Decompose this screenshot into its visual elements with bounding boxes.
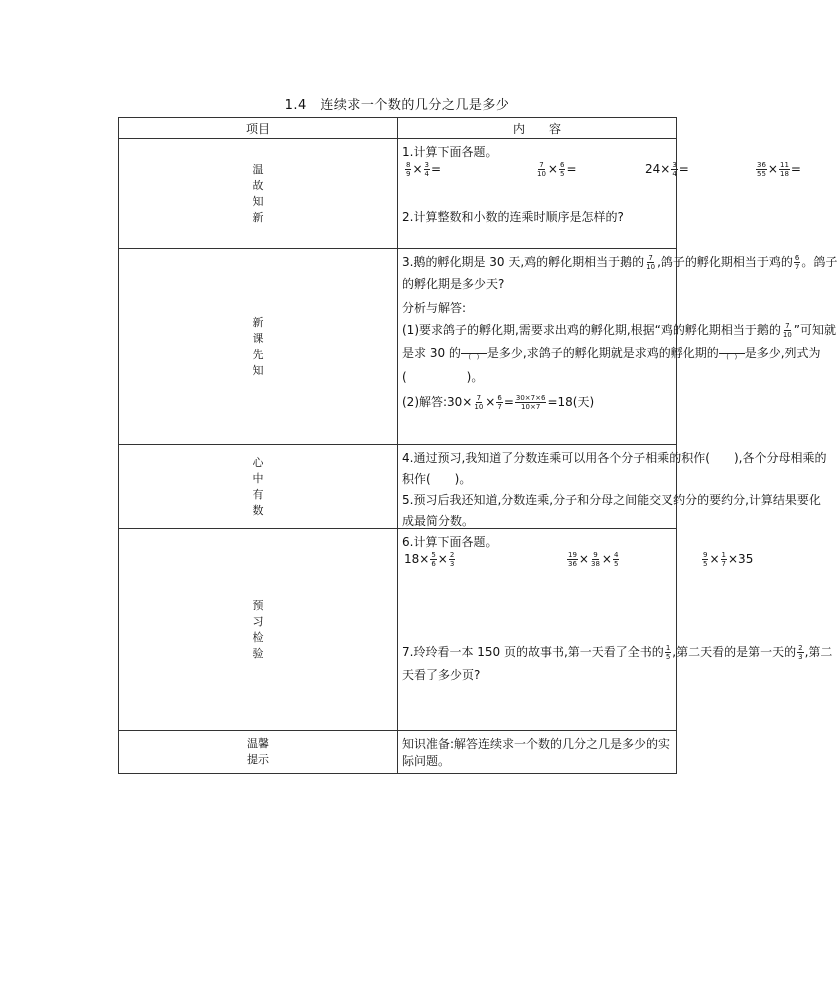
section-label-new: 新课先知 (119, 249, 398, 445)
fraction-blank-2[interactable]: ( ) (719, 347, 745, 361)
q2-text: 2.计算整数和小数的连乘时顺序是怎样的? (402, 210, 624, 224)
header-item: 项目 (119, 118, 398, 139)
q1-expr-3[interactable]: 24× $\frac{3}{4}$ = (645, 161, 689, 178)
section-new (398, 249, 837, 445)
q6-expr-1[interactable]: 18× $\frac{5}{6}$ × $\frac{2}{3}$ (404, 551, 455, 568)
q4-line2[interactable]: 积作( )。 (402, 472, 472, 486)
q5-line2: 成最简分数。 (402, 514, 475, 528)
q7-line1: 7.玲玲看一本 150 页的故事书,第一天看了全书的 $\frac{1}{5}$ ,第二天看的是第一天的 $\frac{2}{3}$ ,第二 (402, 644, 833, 661)
section-mind (398, 445, 827, 529)
page-title: 1.4 连续求一个数的几分之几是多少 (284, 98, 510, 113)
q1-expr-2[interactable]: $\frac{7}{10}$ × $\frac{6}{5}$ = (537, 161, 577, 178)
section-label-mind: 心中有数 (119, 445, 398, 529)
section-label-review: 温故知新 (119, 139, 398, 249)
tip-text: 知识准备:解答连续求一个数的几分之几是多少的实际问题。 (402, 737, 671, 768)
expression-blank[interactable]: ( )。 (402, 370, 484, 384)
analysis-label: 分析与解答: (402, 301, 467, 315)
q5-line1: 5.预习后我还知道,分数连乘,分子和分母之间能交叉约分的要约分,计算结果要化 (402, 493, 821, 507)
q4-line1[interactable]: 4.通过预习,我知道了分数连乘可以用各个分子相乘的积作( ),各个分母相乘的 (402, 451, 827, 465)
section-check (398, 529, 833, 731)
section-tip (398, 731, 677, 774)
q1-title: 1.计算下面各题。 (402, 145, 498, 159)
q3-line1: 3.鹅的孵化期是 30 天,鸡的孵化期相当于鹅的 $\frac{7}{10}$ ,鸽子的孵化期相当于鸡的 $\frac{6}{7}$ 。鸽子 (402, 254, 837, 271)
section-label-tip: 温馨提示 (119, 731, 398, 774)
header-content: 内 容 (398, 118, 677, 139)
section-review (398, 139, 801, 249)
analysis-p2: 是求 30 的 ( ) 是多少,求鸽子的孵化期就是求鸡的孵化期的 ( ) 是多少,列式为 (402, 346, 821, 361)
q1-expr-1[interactable]: $\frac{8}{9}$ × $\frac{3}{4}$ = (406, 161, 442, 178)
analysis-p1: (1)要求鸽子的孵化期,需要求出鸡的孵化期,根据“鸡的孵化期相当于鹅的 $\frac{7}{10}$ ”可知就 (402, 322, 836, 339)
q6-title: 6.计算下面各题。 (402, 535, 498, 549)
q3-line2: 的孵化期是多少天? (402, 277, 505, 291)
solution-line: (2)解答:30× $\frac{7}{10}$ × $\frac{6}{7}$ = $\frac{30\times 7\times 6}{10\times 7}$ =18(天) (402, 394, 595, 411)
q1-expr-4[interactable]: $\frac{36}{55}$ × $\frac{11}{18}$ = (757, 161, 801, 178)
q7-line2: 天看了多少页? (402, 668, 481, 682)
q6-expr-2[interactable]: $\frac{19}{36}$ × $\frac{9}{38}$ × $\frac{4}{5}$ (568, 551, 619, 568)
section-label-check: 预习检验 (119, 529, 398, 731)
fraction-blank-1[interactable]: ( ) (461, 347, 487, 361)
worksheet-table (118, 117, 837, 774)
q6-expr-3[interactable]: $\frac{9}{5}$ × $\frac{1}{7}$ ×35 (703, 551, 754, 568)
